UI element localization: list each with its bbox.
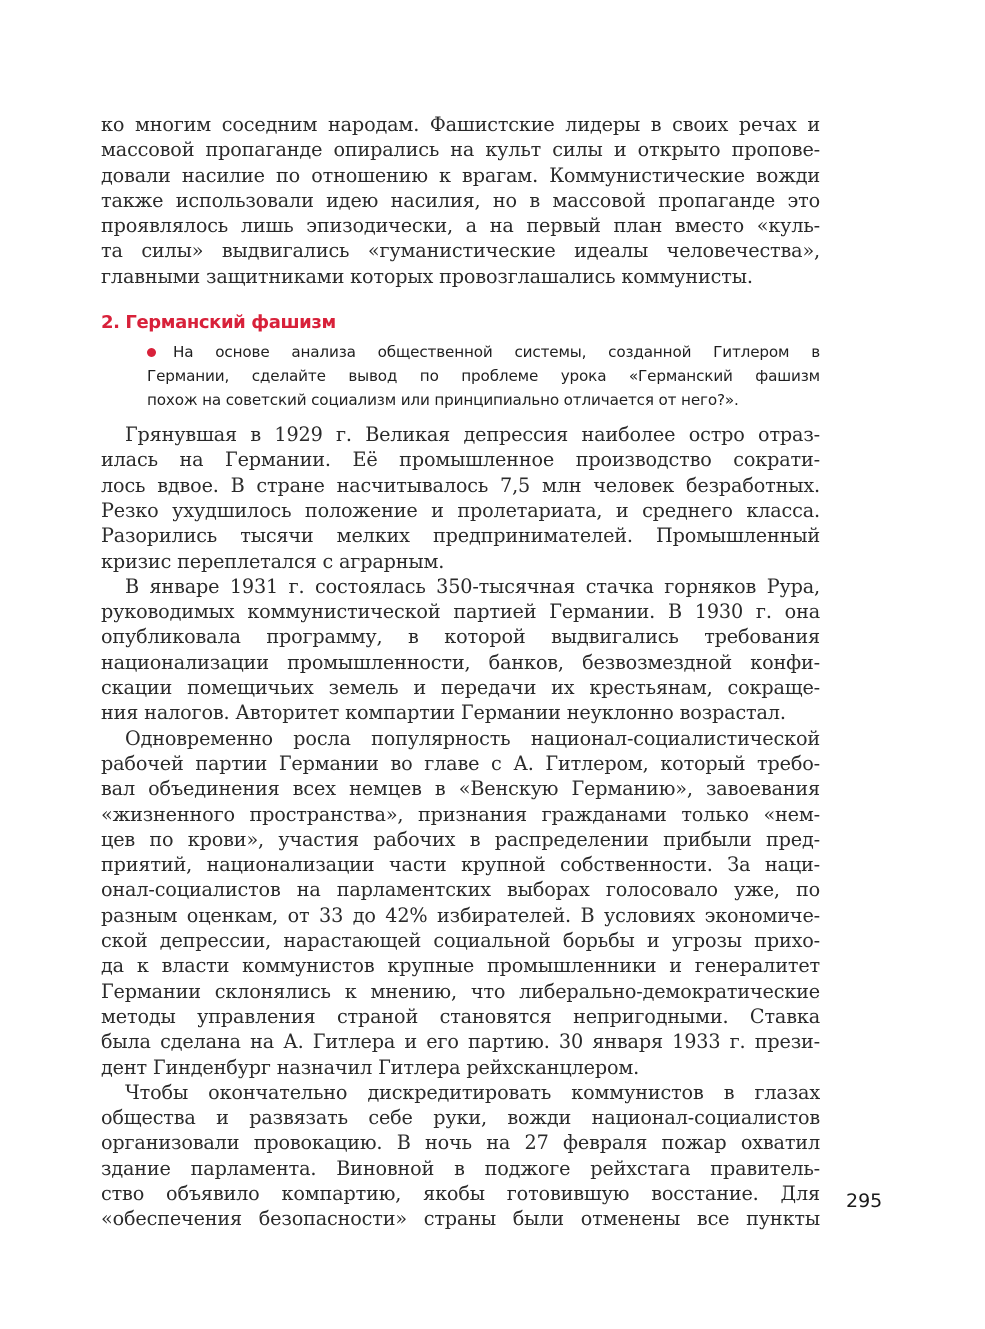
task-block bbox=[147, 340, 820, 412]
text-line: лось вдвое. В стране насчитывалось 7,5 млн человек безработных. bbox=[101, 473, 820, 497]
text-line: вал объединения всех немцев в «Венскую Германию», завоевания bbox=[101, 777, 820, 801]
text-line: ния налогов. Авторитет компартии Германии неуклонно возрастал. bbox=[101, 701, 786, 725]
text-line: скации помещичьих земель и передачи их крестьянам, сокраще- bbox=[101, 676, 820, 700]
text-line: разным оценкам, от 33 до 42% избирателей. В условиях экономиче- bbox=[101, 903, 820, 927]
text-line: дент Гинденбург назначил Гитлера рейхсканцлером. bbox=[101, 1055, 640, 1079]
text-line: ство объявило компартию, якобы готовившую восстание. Для bbox=[101, 1181, 820, 1205]
text-line: приятий, национализации части крупной собственности. За наци- bbox=[101, 853, 820, 877]
text-line: Одновременно росла популярность национал-социалистической bbox=[125, 726, 820, 750]
text-line: та силы» выдвигались «гуманистические идеалы человечества», bbox=[101, 239, 820, 263]
textbook-page bbox=[101, 112, 820, 1232]
text-line: онал-социалистов на парламентских выборах голосовало уже, по bbox=[101, 878, 820, 902]
text-line: ской депрессии, нарастающей социальной борьбы и угрозы прихо- bbox=[101, 929, 820, 953]
text-line: В январе 1931 г. состоялась 350-тысячная стачка горняков Рура, bbox=[125, 574, 820, 598]
text-line: методы управления страной становятся непригодными. Ставка bbox=[101, 1004, 820, 1028]
task-line: похож на советский социализм или принципиально отличается от него?». bbox=[147, 391, 739, 410]
text-line: «обеспечения безопасности» страны были отменены все пункты bbox=[101, 1207, 820, 1231]
task-line: На основе анализа общественной системы, созданной Гитлером в bbox=[173, 343, 820, 362]
text-line: опубликовала программу, в которой выдвигались требования bbox=[101, 625, 820, 649]
text-line: кризис переплетался с аграрным. bbox=[101, 549, 445, 573]
text-line: Германии склонялись к мнению, что либерально-демократические bbox=[101, 979, 820, 1003]
text-line: илась на Германии. Её промышленное производство сократи- bbox=[101, 448, 820, 472]
text-line: руководимых коммунистической партией Германии. В 1930 г. она bbox=[101, 600, 820, 624]
text-line: здание парламента. Виновной в поджоге рейхстага правитель- bbox=[101, 1156, 820, 1180]
task-continuation bbox=[147, 364, 820, 412]
task-line: Германии, сделайте вывод по проблеме урока «Германский фашизм bbox=[147, 367, 820, 386]
paragraph bbox=[101, 1080, 820, 1232]
text-line: общества и развязать себе руки, вожди национал-социалистов bbox=[101, 1106, 820, 1130]
paragraph bbox=[101, 574, 820, 726]
text-line: массовой пропаганде опирались на культ силы и открыто пропове- bbox=[101, 138, 820, 162]
page-number: 295 bbox=[846, 1190, 883, 1212]
text-line: была сделана на А. Гитлера и его партию. 30 января 1933 г. прези- bbox=[101, 1030, 820, 1054]
text-line: довали насилие по отношению к врагам. Коммунистические вожди bbox=[101, 163, 820, 187]
section-heading: 2. Германский фашизм bbox=[101, 312, 336, 334]
intro-paragraph bbox=[101, 112, 820, 289]
text-line: Чтобы окончательно дискредитировать коммунистов в глазах bbox=[125, 1080, 820, 1104]
paragraph bbox=[101, 422, 820, 574]
text-line: рабочей партии Германии во главе с А. Гитлером, который требо- bbox=[101, 751, 820, 775]
text-line: Грянувшая в 1929 г. Великая депрессия наиболее остро отраз- bbox=[125, 423, 820, 447]
text-line: организовали провокацию. В ночь на 27 февраля пожар охватил bbox=[101, 1131, 820, 1155]
bullet-icon bbox=[147, 348, 156, 357]
text-line: Резко ухудшилось положение и пролетариата, и среднего класса. bbox=[101, 498, 820, 522]
section-body bbox=[101, 422, 820, 1232]
text-line: главными защитниками которых провозглашались коммунисты. bbox=[101, 264, 753, 288]
text-line: ко многим соседним народам. Фашистские лидеры в своих речах и bbox=[101, 113, 820, 136]
text-line: проявлялось лишь эпизодически, а на первый план вместо «куль- bbox=[101, 214, 820, 238]
text-line: национализации промышленности, банков, безвозмездной конфи- bbox=[101, 650, 820, 674]
text-line: также использовали идею насилия, но в массовой пропаганде это bbox=[101, 188, 820, 212]
text-line: Разорились тысячи мелких предпринимателей. Промышленный bbox=[101, 524, 820, 548]
text-line: да к власти коммунистов крупные промышленники и генералитет bbox=[101, 954, 820, 978]
paragraph bbox=[101, 726, 820, 1080]
text-line: «жизненного пространства», признания гражданами только «нем- bbox=[101, 802, 820, 826]
text-line: цев по крови», участия рабочих в распределении прибыли пред- bbox=[101, 827, 820, 851]
